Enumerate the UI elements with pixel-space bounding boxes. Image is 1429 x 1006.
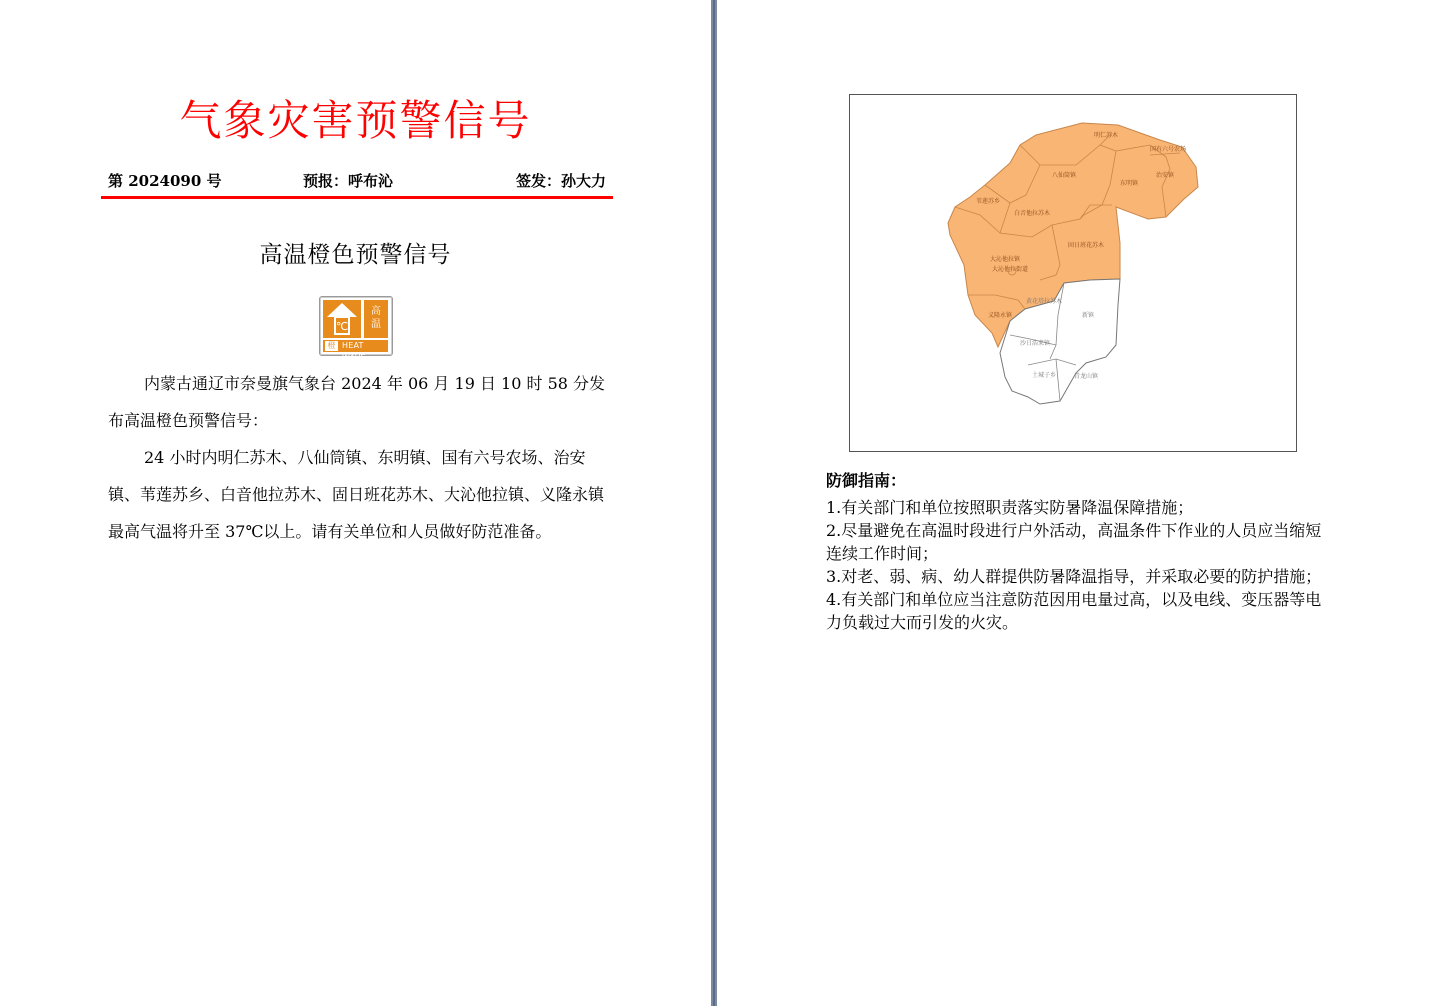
- map-label-dongming: 东明镇: [1120, 180, 1139, 187]
- warning-paragraph-2: [108, 439, 608, 550]
- map-label-baiyin: 白音他拉苏木: [1014, 210, 1051, 217]
- warning-paragraph-1: [108, 365, 608, 439]
- map-label-weilian: 苇莲苏乡: [976, 198, 1001, 205]
- celsius-symbol: ℃: [335, 320, 349, 333]
- warning-subtitle: 高温橙色预警信号: [259, 242, 452, 268]
- guide-item: 2.尽量避免在高温时段进行户外活动，高温条件下作业的人员应当缩短连续工作时间；: [826, 521, 1322, 563]
- map-label-daqin: 大沁他拉镇: [990, 256, 1021, 263]
- forecaster: 预报：呼布沁: [303, 172, 394, 190]
- map-label-huanghua: 黄花塔拉苏木: [1026, 298, 1063, 305]
- document-number: 第 2024090 号: [108, 172, 222, 190]
- map-label-zhian: 治安镇: [1156, 172, 1175, 179]
- warning-area-map: [849, 94, 1297, 452]
- guide-item: 4.有关部门和单位应当注意防范因用电量过高，以及电线、变压器等电力负载过大而引发的火灾。: [826, 590, 1322, 632]
- map-label-sharirihan: 沙日浩来镇: [1020, 340, 1051, 347]
- guide-item: 3.对老、弱、病、幼人群提供防暑降温指导，并采取必要的防护措施；: [826, 567, 1322, 586]
- warning-paragraph-1-text: 内蒙古通辽市奈曼旗气象台 2024 年 06 月 19 日 10 时 58 分发布高温橙色预警信号：: [108, 374, 606, 430]
- guide-item: 1.有关部门和单位按照职责落实防暑降温保障措施；: [826, 498, 1194, 517]
- map-label-xinzhen: 新镇: [1082, 312, 1095, 319]
- guide-title: 防御指南：: [826, 471, 907, 490]
- map-label-liuhao: 国有六号农场: [1150, 146, 1187, 153]
- red-divider-line: [101, 196, 613, 199]
- map-label-mingren: 明仁苏木: [1094, 132, 1119, 139]
- map-label-qinglongshan: 青龙山镇: [1074, 373, 1099, 380]
- warning-paragraph-2-text: 24 小时内明仁苏木、八仙筒镇、东明镇、国有六号农场、治安镇、苇莲苏乡、白音他拉苏木、固日班花苏木、大沁他拉镇、义隆永镇最高气温将升至 37℃以上。请有关单位和人员做好防范准备。: [108, 448, 605, 541]
- document-meta: [108, 170, 606, 192]
- orange-tag: 橙: [325, 341, 338, 351]
- map-label-baxiantong: 八仙筒镇: [1052, 172, 1077, 179]
- icon-zh-label: [364, 300, 388, 338]
- map-label-tuchengzi: 土城子乡: [1032, 372, 1057, 379]
- signer: 签发：孙大力: [515, 172, 606, 190]
- guide-list: [826, 496, 1326, 634]
- heat-wave-text: HEAT WAVE: [342, 341, 366, 362]
- map-label-guriban: 固日班花苏木: [1068, 242, 1105, 249]
- icon-zh-text: 高温: [371, 306, 381, 330]
- map-label-yilongyong: 义隆永镇: [988, 312, 1013, 319]
- heat-wave-orange-icon: [319, 296, 393, 362]
- document-title: 气象灾害预警信号: [179, 96, 532, 145]
- thermometer-icon: [323, 300, 361, 338]
- icon-bottom-bar: [323, 340, 388, 362]
- map-label-daqin-street: 大沁他拉街道: [992, 266, 1029, 273]
